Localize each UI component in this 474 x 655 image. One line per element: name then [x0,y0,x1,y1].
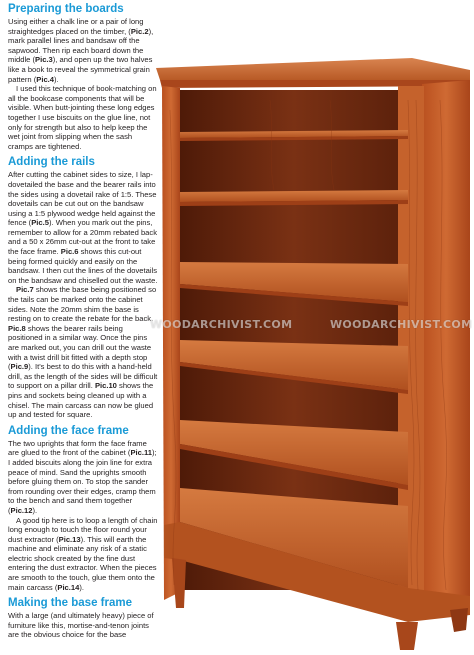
paragraph [8,516,158,593]
text-run: With a large (and ultimately heavy) piece of furniture like this, mortise-and-tenon joints are the obvious choice for the base [8,611,154,640]
front-right-leg [396,622,418,650]
section-heading: Adding the face frame [8,424,129,437]
paragraph [8,611,158,640]
article-section [8,596,158,640]
figure-reference: Pic.4 [36,74,55,84]
figure-reference: Pic.2 [130,26,149,36]
text-run: I used this technique of book-matching on all the bookcase components that will be visible. When butt-jointing these long edges together I use biscuits on the glue line, not only for strength but also to help keep the wet joint from slipping when the sash cramps are tightened. [8,84,157,151]
paragraph [8,285,158,419]
figure-reference: Pic.14 [57,582,80,592]
figure-reference: Pic.10 [94,381,117,391]
text-run: shows the base being positioned so the tails can be marked onto the cabinet sides. Note the 20mm shim the base is resting on to create the rebate for the back. [8,285,157,324]
figure-reference: Pic.11 [130,448,152,458]
text-run: A good tip here is to loop a length of chain long enough to touch the floor round your dust extractor ( [8,515,158,544]
text-run: ). When you mark out the pins, remember to allow for a 20mm rebated back and a 50 x 26mm cut-out at the front to take the face frame. [8,218,157,257]
article-section [8,424,158,593]
text-run: shows the bearer rails being positioned in a similar way. Once the pins are marked out, you can drill out the waste with a twist drill bit fitted with a depth stop ( [8,323,152,372]
watermark-right: WOODARCHIVIST.COM [330,318,473,331]
article-text [8,2,158,644]
text-run: ). It's best to do this with a hand-held drill, as the length of the sides will be difficult to support on a pillar drill. [8,362,158,391]
bookcase-top [156,58,470,80]
paragraph [8,439,158,516]
text-run: The two uprights that form the face frame are glued to the front of the cabinet ( [8,438,147,458]
figure-reference: Pic.12 [10,505,33,515]
text-run: After cutting the cabinet sides to size, I lap-dovetailed the base and the bearer rails into the sides using a dovetail rake of 1:5. These dovetails can be cut out on the bandsaw using a 1:5 plywood wedge held against the fence ( [8,170,157,228]
figure-reference: Pic.3 [35,55,53,65]
text-run: ), mark parallel lines and bandsaw off the sapwood. Then rip each board down the middle ( [8,26,154,65]
text-run: ). This will earth the machine and eliminate any risk of a static electric shock created by the fine dust entering the dust extractor. When the pieces are smooth to the touch, glue them onto the main carcass ( [8,534,157,592]
bookcase-illustration [150,40,474,655]
paragraph [8,170,158,285]
text-run: Using either a chalk line or a pair of long straightedges placed on the timber, ( [8,17,144,36]
figure-reference: Pic.7 [16,285,34,295]
text-run: ). [79,582,84,592]
text-run: ), and open up the two halves like a book to reveal the symmetrical grain pattern ( [8,55,153,84]
text-run: shows this cut-out being formed quickly and easily on the bandsaw. I then cut the lines of the dovetails on the bandsaw and chiselled out the waste. [8,247,158,285]
text-run: ). [54,74,59,84]
text-run: ). [32,505,38,515]
section-heading: Adding the rails [8,156,95,169]
figure-reference: Pic.8 [8,323,26,333]
shelves [180,130,408,588]
figure-reference: Pic.5 [31,218,49,228]
paragraph [8,84,158,151]
text-run: shows the pins and sockets being cleaned up with a chisel. The main carcass can now be glued up and tested for square. [8,381,154,420]
bookcase-right-side [422,80,470,600]
section-heading: Preparing the boards [8,3,124,15]
article-section [8,155,158,419]
back-right-leg [450,608,468,632]
text-run: ); I added biscuits along the join line for extra peace of mind. Sand the uprights smooth before gluing them on. To stop the sander from rounding over their edges, cramp them to the bench and sand them together ( [8,448,157,515]
figure-reference: Pic.13 [58,534,81,544]
figure-reference: Pic.9 [10,362,29,372]
article-section [8,2,158,151]
section-heading: Making the base frame [8,597,132,610]
paragraph [8,17,158,84]
figure-reference: Pic.6 [60,247,79,257]
watermark-left: WOODARCHIVIST.COM [150,318,293,331]
